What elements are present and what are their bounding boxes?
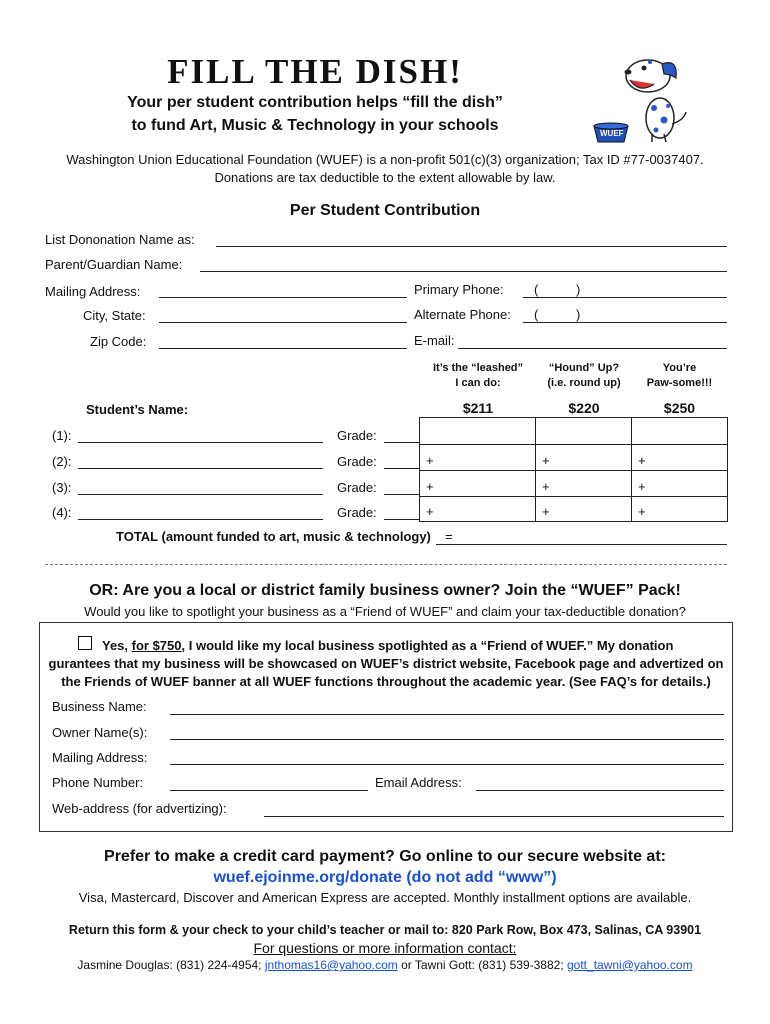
yes-prefix: Yes, (102, 638, 132, 653)
credit-card-heading: Prefer to make a credit card payment? Go online to our secure website at: (104, 848, 666, 865)
business-email-label: Email Address: (375, 775, 462, 790)
business-mailing-field[interactable] (170, 764, 724, 765)
student-1-name-field[interactable] (78, 442, 323, 443)
return-instructions: Return this form & your check to your child’s teacher or mail to: 820 Park Row, Box 473, Salinas, CA 93901 (68, 923, 702, 937)
student-2-name-field[interactable] (78, 468, 323, 469)
total-field[interactable] (436, 544, 727, 545)
business-mailing-label: Mailing Address: (52, 750, 148, 765)
business-phone-label: Phone Number: (52, 775, 144, 790)
contact-line (0, 958, 770, 972)
zip-code-field[interactable] (159, 348, 407, 349)
contact-1: Jasmine Douglas: (831) 224-4954; (77, 958, 265, 972)
student-4-name-field[interactable] (78, 519, 323, 520)
student-3-plus-3: + (638, 479, 646, 494)
business-name-label: Business Name: (52, 699, 147, 714)
student-3-label: (3): (52, 480, 72, 495)
tier-hound-line-1: “Hound” Up? (548, 362, 620, 374)
student-2-grade-field[interactable] (384, 468, 420, 469)
business-email-field[interactable] (476, 790, 724, 791)
tier-hound-amount: $220 (568, 400, 600, 416)
intro-line-1: Washington Union Educational Foundation (WUEF) is a non-profit 501(c)(3) organization; Tax ID #77-0037407. (66, 152, 704, 167)
parent-guardian-field[interactable] (200, 271, 727, 272)
student-3-name-field[interactable] (78, 494, 323, 495)
total-equals: = (445, 529, 453, 544)
contact-2: or Tawni Gott: (831) 539-3882; (397, 958, 567, 972)
tier-table (419, 417, 728, 521)
cards-accepted: Visa, Mastercard, Discover and American Express are accepted. Monthly installment options are available. (78, 890, 692, 905)
zip-code-label: Zip Code: (90, 334, 147, 349)
email-link-2[interactable]: gott_tawni@yahoo.com (567, 958, 693, 972)
primary-phone-paren-open: ( (534, 282, 539, 297)
student-2-plus-3: + (638, 453, 646, 468)
contribution-heading: Per Student Contribution (289, 202, 481, 219)
student-1-grade-field[interactable] (384, 442, 420, 443)
email-link-1[interactable]: jnthomas16@yahoo.com (264, 958, 398, 972)
list-donation-label: List Dononation Name as: (45, 232, 195, 247)
web-address-label: Web-address (for advertizing): (52, 801, 227, 816)
alternate-phone-field[interactable] (523, 322, 727, 323)
business-name-field[interactable] (170, 714, 724, 715)
student-4-plus-1: + (426, 504, 434, 519)
alternate-phone-paren-open: ( (534, 307, 539, 322)
parent-guardian-label: Parent/Guardian Name: (45, 257, 183, 272)
student-3-plus-1: + (426, 479, 434, 494)
tier-pawsome-amount: $250 (663, 400, 696, 416)
city-state-label: City, State: (83, 308, 146, 323)
business-line-2: gurantees that my business will be showcased on WUEF’s district website, Facebook page and advertized on (48, 656, 724, 671)
list-donation-field[interactable] (216, 246, 727, 247)
student-3-grade-field[interactable] (384, 494, 420, 495)
subtitle-line-2: to fund Art, Music & Technology in your schools (131, 117, 499, 134)
subtitle-line-1: Your per student contribution helps “fill the dish” (127, 94, 503, 111)
student-3-grade-label: Grade: (337, 480, 377, 495)
student-1-label: (1): (52, 428, 72, 443)
student-1-grade-label: Grade: (337, 428, 377, 443)
yes-rest: , I would like my local business spotlighted as a “Friend of WUEF.” My donation (181, 638, 674, 653)
donate-url[interactable]: wuef.ejoinme.org/donate (do not add “www”) (213, 869, 557, 886)
mailing-address-field[interactable] (159, 297, 407, 298)
tier-pawsome-line-1: You’re (662, 362, 697, 374)
email-field[interactable] (458, 348, 727, 349)
student-4-grade-field[interactable] (384, 519, 420, 520)
email-label: E-mail: (414, 333, 455, 348)
student-3-plus-2: + (542, 479, 550, 494)
owner-name-label: Owner Name(s): (52, 725, 148, 740)
business-question: Would you like to spotlight your business as a “Friend of WUEF” and claim your tax-deductible donation? (84, 604, 686, 619)
intro-line-2: Donations are tax deductible to the extent allowable by law. (214, 170, 556, 185)
student-2-plus-2: + (542, 453, 550, 468)
student-4-plus-3: + (638, 504, 646, 519)
logo-bowl-text: WUEF (600, 129, 624, 138)
owner-name-field[interactable] (170, 739, 724, 740)
alternate-phone-label: Alternate Phone: (414, 307, 511, 322)
friend-of-wuef-checkbox[interactable] (78, 636, 92, 650)
yes-statement (102, 638, 673, 653)
primary-phone-label: Primary Phone: (414, 282, 504, 297)
student-4-plus-2: + (542, 504, 550, 519)
primary-phone-field[interactable] (523, 297, 727, 298)
student-2-plus-1: + (426, 453, 434, 468)
student-4-grade-label: Grade: (337, 505, 377, 520)
business-phone-field[interactable] (170, 790, 368, 791)
yes-amount: for $750 (131, 638, 182, 653)
dog-logo (592, 48, 702, 144)
tier-leashed-line-2: I can do: (455, 377, 501, 389)
total-label: TOTAL (amount funded to art, music & technology) (116, 529, 431, 544)
tier-leashed-amount: $211 (462, 400, 494, 416)
mailing-address-label: Mailing Address: (45, 284, 141, 299)
tier-pawsome-line-2: Paw-some!!! (646, 377, 713, 389)
city-state-field[interactable] (159, 322, 407, 323)
student-name-header: Student’s Name: (86, 402, 189, 417)
alternate-phone-paren-close: ) (576, 307, 581, 322)
business-heading: OR: Are you a local or district family business owner? Join the “WUEF” Pack! (89, 582, 681, 599)
student-2-label: (2): (52, 454, 72, 469)
page-title: FILL THE DISH! (167, 52, 463, 91)
student-2-grade-label: Grade: (337, 454, 377, 469)
primary-phone-paren-close: ) (576, 282, 581, 297)
tier-hound-line-2: (i.e. round up) (547, 377, 621, 389)
section-divider (45, 564, 727, 565)
questions-heading: For questions or more information contact: (253, 940, 517, 956)
business-line-3: the Friends of WUEF banner at all WUEF functions throughout the academic year. (See FAQ’s for details.) (61, 674, 711, 689)
student-4-label: (4): (52, 505, 72, 520)
tier-leashed-line-1: It’s the “leashed” (432, 362, 524, 374)
web-address-field[interactable] (264, 816, 724, 817)
